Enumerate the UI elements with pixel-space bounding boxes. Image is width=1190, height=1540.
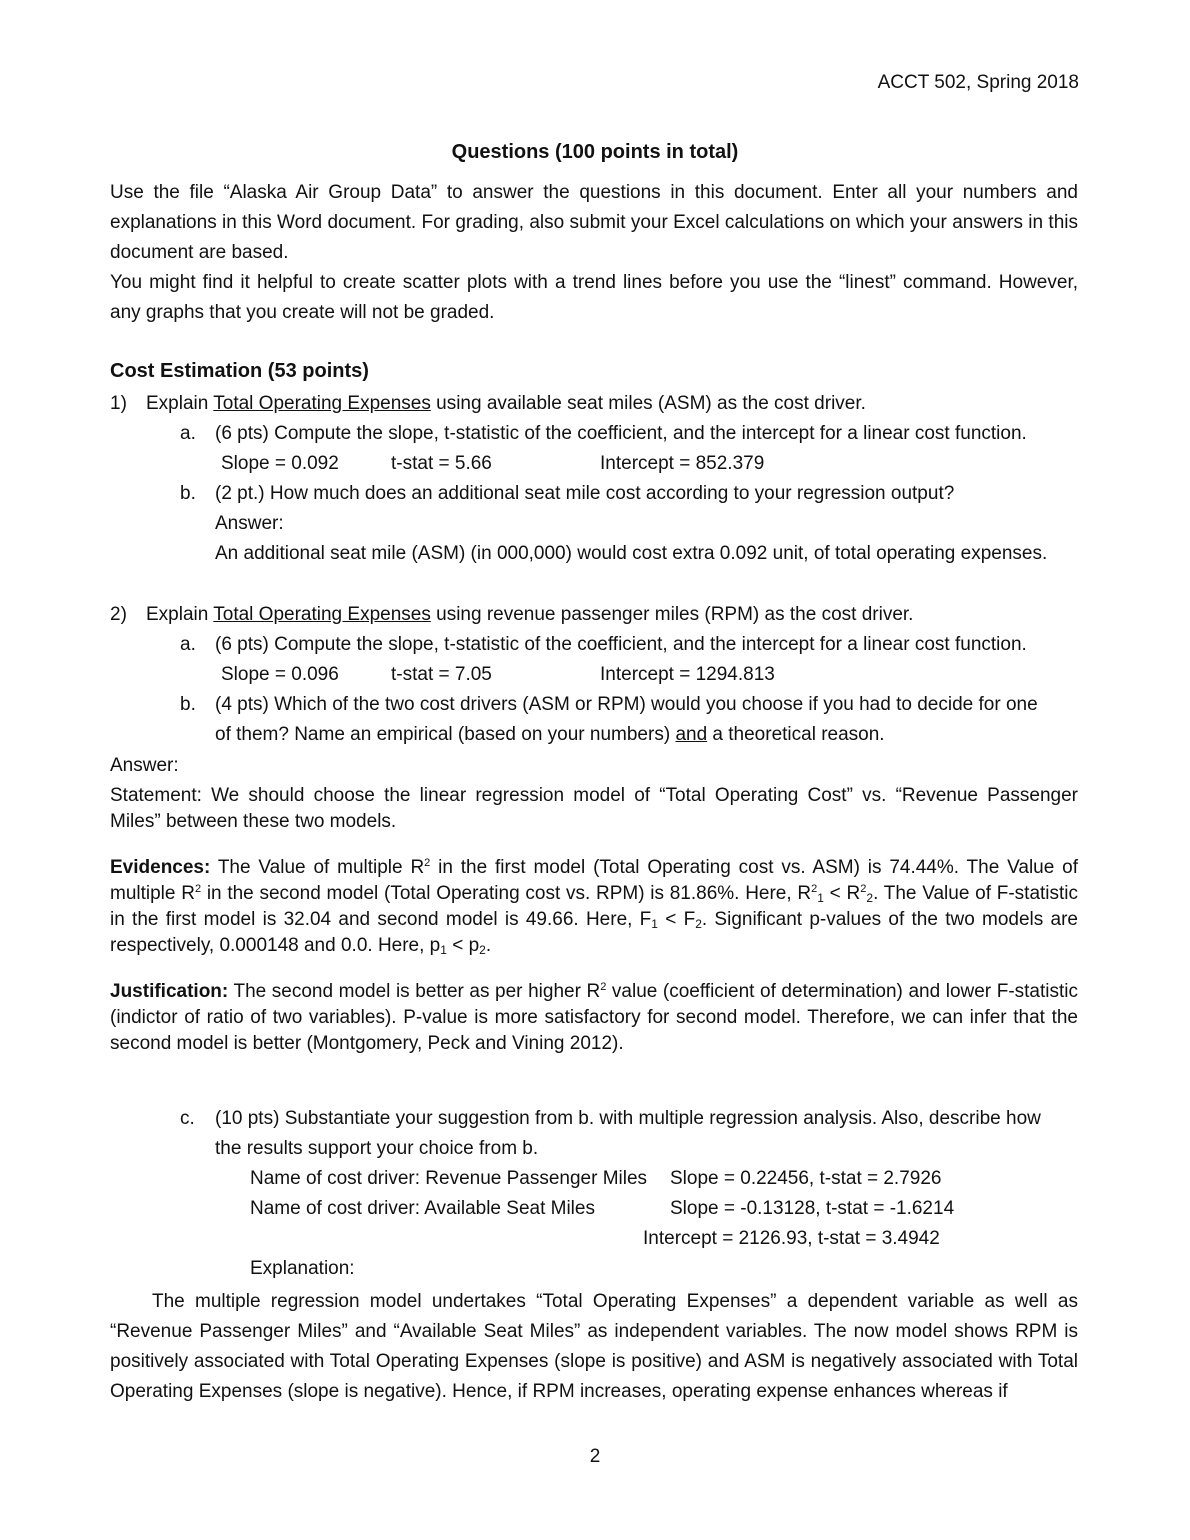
q2a-text: (6 pts) Compute the slope, t-statistic of the coefficient, and the intercept for a linear cost function. [215,634,1027,655]
evidence-flt: < F [657,909,696,930]
evidence-f2-sub: 2 [695,917,702,931]
q2-text [146,604,913,626]
evidence-sup-4: 2 [860,883,867,895]
evidence-text-3: in the second model (Total Operating cost vs. RPM) is 81.86%. Here, R [206,883,812,904]
q1a-slope: Slope = 0.092 [221,453,339,474]
intro-paragraph-2: You might find it helpful to create scatter plots with a trend lines before you use the “linest” command. However, any graphs that you create will not be graded. [110,272,1078,323]
evidence-end: . [485,935,492,956]
q2c-explanation-label: Explanation: [250,1258,355,1279]
q2c-driver1-values: Slope = 0.22456, t-stat = 2.7926 [670,1168,942,1189]
q1b-answer: An additional seat mile (ASM) (in 000,000) would cost extra 0.092 unit, of total operating expenses. [215,543,1048,564]
page-title: Questions (100 points in total) [451,141,739,163]
evidence-text-4: . The Value of F-statistic in the first model is 32.04 and second model is 49.66. Here, F [110,883,1079,930]
q1b-text: (2 pt.) How much does an additional seat mile cost according to your regression output? [215,483,955,504]
q2c-driver2-values: Slope = -0.13128, t-stat = -1.6214 [670,1198,955,1219]
q1-post: using available seat miles (ASM) as the cost driver. [436,393,866,414]
q2c-driver2: Name of cost driver: Available Seat Miles [250,1198,595,1219]
q2-justification [110,979,1078,1057]
evidence-sup-2: 2 [194,883,202,895]
evidence-sub-1: 1 [817,891,824,905]
q2-answer-label: Answer: [110,755,179,776]
page-number: 2 [589,1446,601,1467]
justification-label: Justification: [110,981,229,1002]
q2c-line2: the results support your choice from b. [215,1138,539,1159]
evidence-text-5: . Significant p-values of the two models are respectively, 0.000148 and 0.0. Here, p [110,909,1079,956]
evidence-sup-1: 2 [424,857,431,869]
q2a-intercept: Intercept = 1294.813 [600,664,775,685]
q2c-driver1: Name of cost driver: Revenue Passenger Miles [250,1168,648,1189]
evidence-sub-2: 2 [866,891,874,905]
q2-underlined: Total Operating Expenses [213,604,431,625]
evidence-p2-sub: 2 [479,943,486,957]
intro-paragraph-1: Use the file “Alaska Air Group Data” to answer the questions in this document. Enter all your numbers and explanations in this Word document. For grading, also submit your Excel calculations on which your answers in this document are based. [110,182,1078,263]
evidence-text-2: in the first model (Total Operating cost vs. ASM) is 74.44%. The Value of multiple R [110,857,1078,904]
q1b-label: b. [180,483,196,504]
q2a-tstat: t-stat = 7.05 [391,664,492,685]
course-header: ACCT 502, Spring 2018 [877,72,1079,93]
evidence-p1-sub: 1 [440,943,447,957]
q2c-explanation: The multiple regression model undertakes “Total Operating Expenses” a dependent variable as well as “Revenue Passenger Miles” and “Available Seat Miles” as independent variables. The now model shows RPM is positively associated with Total Operating Expenses (slope is positive) and ASM is negatively associated with Total Operating Expenses (slope is negative). Hence, if RPM increases, operating expense enhances whereas if [110,1291,1078,1402]
justification-text-2: value (coefficient of determination) and lower F-statistic (indictor of ratio of two variables). P-value is more satisfactory for second model. Therefore, we can infer that the second model is better (Montgomery, Peck and Vining 2012). [110,981,1078,1054]
q1-number: 1) [110,393,127,414]
q2-post: using revenue passenger miles (RPM) as the cost driver. [436,604,914,625]
q2b-line2-underlined: and [675,724,708,745]
q2b-label: b. [180,694,196,715]
q1a-tstat: t-stat = 5.66 [391,453,492,474]
justification-sup: 2 [600,981,607,993]
q2b-line2-post: a theoretical reason. [712,724,885,745]
q2b-line2-pre: of them? Name an empirical (based on your numbers) [215,724,671,745]
q2a-slope: Slope = 0.096 [221,664,339,685]
q1a-text: (6 pts) Compute the slope, t-statistic of the coefficient, and the intercept for a linear cost function. [215,423,1027,444]
evidence-plt: < p [446,935,480,956]
q2c-line1: (10 pts) Substantiate your suggestion from b. with multiple regression analysis. Also, describe how [215,1108,1041,1129]
q1-text [146,393,866,415]
q2-pre: Explain [146,604,209,625]
q2-statement: Statement: We should choose the linear regression model of “Total Operating Cost” vs. “Revenue Passenger Miles” between these two models. [110,785,1078,832]
evidence-text-1: The Value of multiple R [217,857,425,878]
evidence-f1-sub: 1 [651,917,658,931]
evidence-label: Evidences: [110,857,211,878]
q2a-label: a. [180,634,196,655]
q2b-line2 [215,724,885,746]
q1-pre: Explain [146,393,209,414]
q2c-intercept: Intercept = 2126.93, t-stat = 3.4942 [643,1228,940,1249]
evidence-lt: < R [823,883,861,904]
q1-underlined: Total Operating Expenses [213,393,431,414]
evidence-sup-3: 2 [811,883,818,895]
q1a-label: a. [180,423,196,444]
q1b-answer-label: Answer: [215,513,284,534]
q1a-intercept: Intercept = 852.379 [600,453,765,474]
q2-number: 2) [110,604,127,625]
section-heading: Cost Estimation (53 points) [110,360,369,382]
justification-text-1: The second model is better as per higher R [233,981,601,1002]
q2b-line1: (4 pts) Which of the two cost drivers (ASM or RPM) would you choose if you had to decide for one [215,694,1038,715]
q2c-label: c. [180,1108,195,1129]
q2-evidence [110,855,1078,959]
